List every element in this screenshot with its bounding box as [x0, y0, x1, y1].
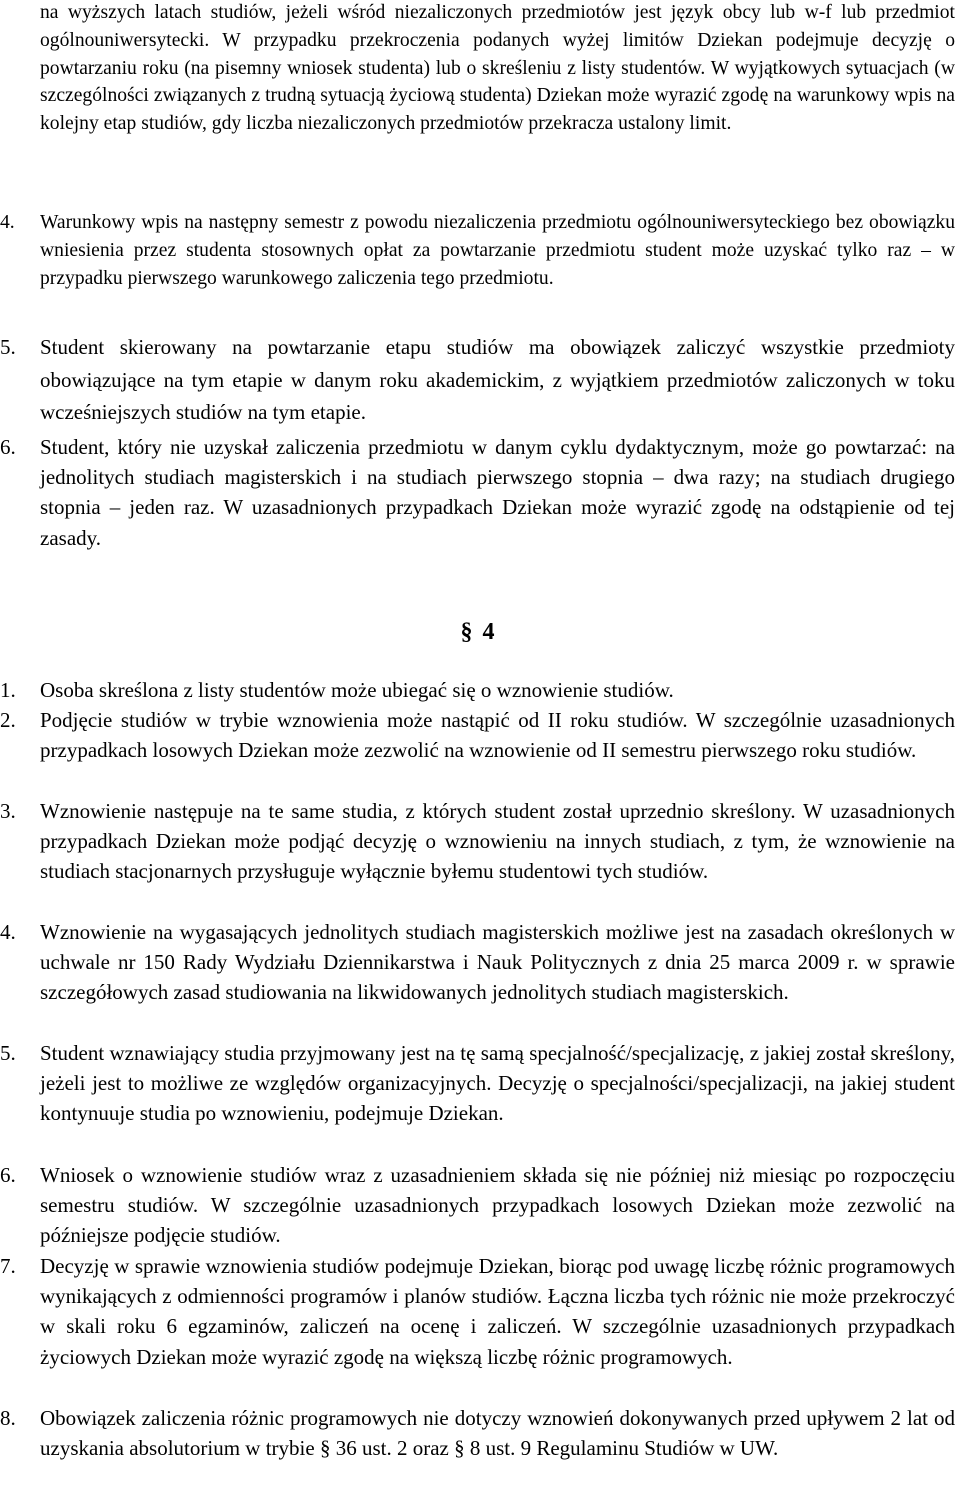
continuation-paragraph [40, 0, 955, 138]
list-item-text: Wznowienie na wygasających jednolitych studiach magisterskich możliwe jest na zasadach określonych w uchwale nr 150 Rady Wydziału Dziennikarstwa i Nauk Politycznych z dnia 25 marca 2009 r. w sprawie szczegółowych zasad studiowania na likwidowanych jednolitych studiach magisterskich. [40, 920, 955, 1005]
list-item [0, 331, 955, 429]
list-item [0, 209, 955, 292]
list-item [0, 1160, 955, 1251]
section-heading [0, 615, 955, 649]
list-item-text: Wniosek o wznowienie studiów wraz z uzasadnieniem składa się nie później niż miesiąc po rozpoczęciu semestru studiów. W szczególnie uzasadnionych przypadkach losowych Dziekan może zezwolić na późniejsze podjęcie studiów. [40, 1163, 955, 1248]
list-item-number: 8. [0, 1406, 16, 1430]
list-item-text: Warunkowy wpis na następny semestr z powodu niezaliczenia przedmiotu ogólnouniwersyteckiego bez obowiązku wniesienia przez studenta stosownych opłat za powtarzanie przedmiotu student może uzyskać tylko raz – w przypadku pierwszego warunkowego zaliczenia tego przedmiotu. [40, 212, 955, 289]
list-item-number: 6. [0, 1163, 16, 1187]
list-item-text: Student wznawiający studia przyjmowany jest na tę samą specjalność/specjalizację, z jakiej został skreślony, jeżeli jest to możliwe ze względów organizacyjnych. Decyzję o specjalności/specjalizacji, na jakiej student kontynuuje studia po wznowieniu, podejmuje Dziekan. [40, 1041, 955, 1126]
list-item [0, 675, 955, 705]
list-item-number: 6. [0, 435, 16, 459]
list-item-text: Student, który nie uzyskał zaliczenia przedmiotu w danym cyklu dydaktycznym, może go powtarzać: na jednolitych studiach magisterskich i na studiach pierwszego stopnia – dwa razy; na studiach drugiego stopnia – jeden raz. W uzasadnionych przypadkach Dziekan może wyrazić zgodę na odstąpienie od tej zasady. [40, 435, 955, 550]
list-item-number: 2. [0, 708, 16, 732]
list-item-text: Osoba skreślona z listy studentów może ubiegać się o wznowienie studiów. [40, 678, 674, 702]
continuation-paragraph-text: na wyższych latach studiów, jeżeli wśród niezaliczonych przedmiotów jest język obcy lub w-f lub przedmiot ogólnouniwersytecki. W przypadku przekroczenia podanych wyżej limitów Dziekan podejmuje decyzję o powtarzaniu roku (na pisemny wniosek studenta) lub o skreśleniu z listy studentów. W wyjątkowych sytuacjach (w szczególności związanych z trudną sytuacją życiową studenta) Dziekan może wyrazić zgodę na warunkowy wpis na kolejny etap studiów, gdy liczba niezaliczonych przedmiotów przekracza ustalony limit. [40, 2, 955, 135]
list-item [0, 1251, 955, 1372]
list-item-text: Student skierowany na powtarzanie etapu studiów ma obowiązek zaliczyć wszystkie przedmioty obowiązujące na tym etapie w danym roku akademickim, z wyjątkiem przedmiotów zaliczonych w toku wcześniejszych studiów na tym etapie. [40, 335, 955, 425]
list-item [0, 432, 955, 553]
list-item-number: 7. [0, 1254, 16, 1278]
list-item [0, 1038, 955, 1129]
list-item-text: Decyzję w sprawie wznowienia studiów podejmuje Dziekan, biorąc pod uwagę liczbę różnic programowych wynikających z odmienności programów i planów studiów. Łączna liczba tych różnic nie może przekroczyć w skali roku 6 egzaminów, zaliczeń na ocenę i zaliczeń. W szczególnie uzasadnionych przypadkach życiowych Dziekan może wyrazić zgodę na większą liczbę różnic programowych. [40, 1254, 955, 1369]
list-item-text: Obowiązek zaliczenia różnic programowych nie dotyczy wznowień dokonywanych przed upływem 2 lat od uzyskania absolutorium w trybie § 36 ust. 2 oraz § 8 ust. 9 Regulaminu Studiów w UW. [40, 1406, 955, 1461]
list-item-number: 5. [0, 1041, 16, 1065]
list-item-number: 1. [0, 678, 16, 702]
list-item-text: Wznowienie następuje na te same studia, z których student został uprzednio skreślony. W uzasadnionych przypadkach Dziekan może podjąć decyzję o wznowieniu na innych studiach, z tym, że wznowienie na studiach stacjonarnych przysługuje wyłącznie byłemu studentowi tych studiów. [40, 799, 955, 884]
list-item [0, 917, 955, 1008]
list-item-number: 4. [0, 920, 16, 944]
list-item [0, 705, 955, 765]
list-item [0, 796, 955, 887]
list-item-number: 5. [0, 335, 16, 359]
section-sign: § [460, 619, 473, 645]
list-item-number: 3. [0, 799, 16, 823]
list-item [0, 1403, 955, 1463]
list-item-number: 4. [0, 212, 15, 233]
list-item-text: Podjęcie studiów w trybie wznowienia może nastąpić od II roku studiów. W szczególnie uzasadnionych przypadkach losowych Dziekan może zezwolić na wznowienie od II semestru pierwszego roku studiów. [40, 708, 955, 763]
section-number: 4 [482, 619, 495, 645]
